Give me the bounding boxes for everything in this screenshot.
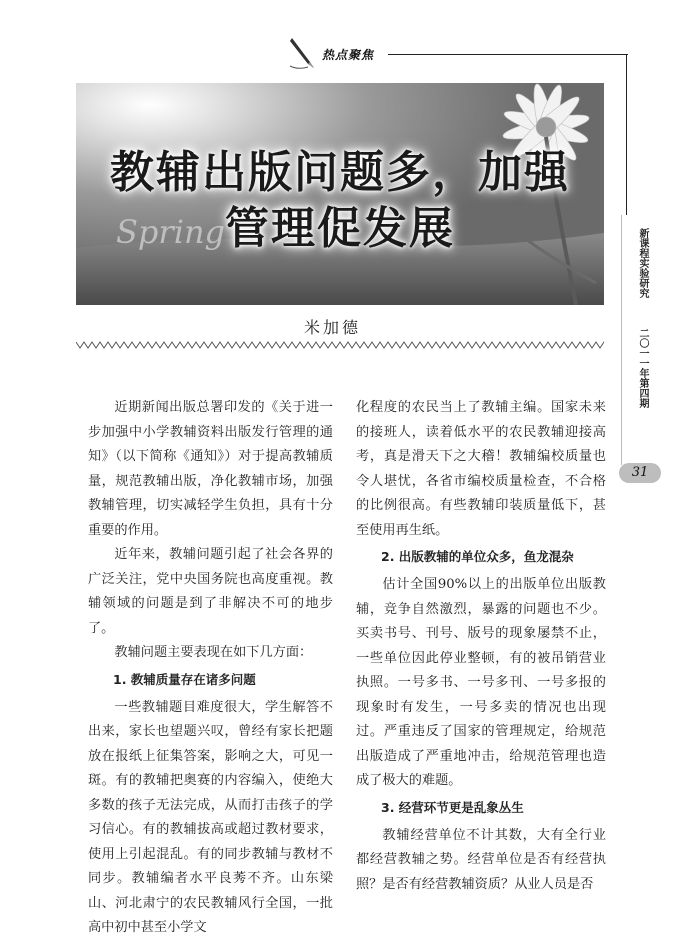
page-header xyxy=(288,40,633,68)
article-column-right xyxy=(356,396,606,897)
article-title-line-2: 管理促发展 xyxy=(225,203,455,254)
journal-issue: 二〇一一年第四期 xyxy=(637,328,648,408)
article-title xyxy=(76,145,604,257)
paragraph: 化程度的农民当上了教辅主编。国家未来的接班人，读着低水平的农民教辅迎接高考，真是滑天下之大稽！教辅编校质量也令人堪忧，各省市编校质量检查，不合格的比例很高。有些教辅印装质量低下，甚至使用再生纸。 xyxy=(356,400,606,538)
article-column-left xyxy=(88,396,333,941)
paragraph: 一些教辅题目难度很大，学生解答不出来，家长也望题兴叹，曾经有家长把题放在报纸上征集答案，影响之大，可见一斑。有的教辅把奥赛的内容编入，使绝大多数的孩子无法完成，从而打击孩子的学习信心。有的教辅拔高或超过教材要求，使用上引起混乱。有的同步教辅与教材不同步。教辅编者水平良莠不齐。山东梁山、河北肃宁的农民教辅风行全国，一批高中初中甚至小学文 xyxy=(88,699,333,935)
article-title-line-1: 教辅出版问题多，加强 xyxy=(110,147,570,198)
author-name: 米加德 xyxy=(304,318,362,337)
section-heading-1: 1. 教辅质量存在诸多问题 xyxy=(113,671,256,687)
paragraph: 近期新闻出版总署印发的《关于进一步加强中小学教辅资料出版发行管理的通知》（以下简称《通知》）对于提高教辅质量，规范教辅出版，净化教辅市场，加强教辅管理，切实减轻学生负担，具有十分重要的作用。 xyxy=(88,400,333,538)
paragraph: 教辅经营单位不计其数，大有全行业都经营教辅之势。经营单位是否有经营执照？是否有经营教辅资质？从业人员是否 xyxy=(356,827,606,892)
pen-icon xyxy=(288,36,318,70)
paragraph: 近年来，教辅问题引起了社会各界的广泛关注，党中央国务院也高度重视。教辅领域的问题是到了非解决不可的地步了。 xyxy=(88,547,333,636)
page-number: 31 xyxy=(619,463,661,483)
banner-decor-text: Spring xyxy=(116,213,226,251)
journal-name: 新课程实验研究 xyxy=(637,228,648,298)
header-rule xyxy=(388,54,628,55)
paragraph: 估计全国90%以上的出版单位出版教辅，竞争自然激烈，暴露的问题也不少。买卖书号、刊号、版号的现象屡禁不止，一些单位因此停业整顿，有的被吊销营业执照。一号多书、一号多刊、一号多报的现象时有发生，一号多卖的情况也出现过。严重违反了国家的管理规定，给规范出版造成了严重地冲击，给规范管理也造成了极大的难题。 xyxy=(356,577,606,788)
section-title: 热点聚焦 xyxy=(322,48,375,62)
title-banner xyxy=(76,83,604,305)
wave-divider xyxy=(76,338,604,352)
section-heading-2: 2. 出版教辅的单位众多，鱼龙混杂 xyxy=(381,549,574,564)
paragraph: 教辅问题主要表现在如下几方面： xyxy=(114,645,313,660)
section-heading-3: 3. 经营环节更是乱象丛生 xyxy=(381,799,524,815)
